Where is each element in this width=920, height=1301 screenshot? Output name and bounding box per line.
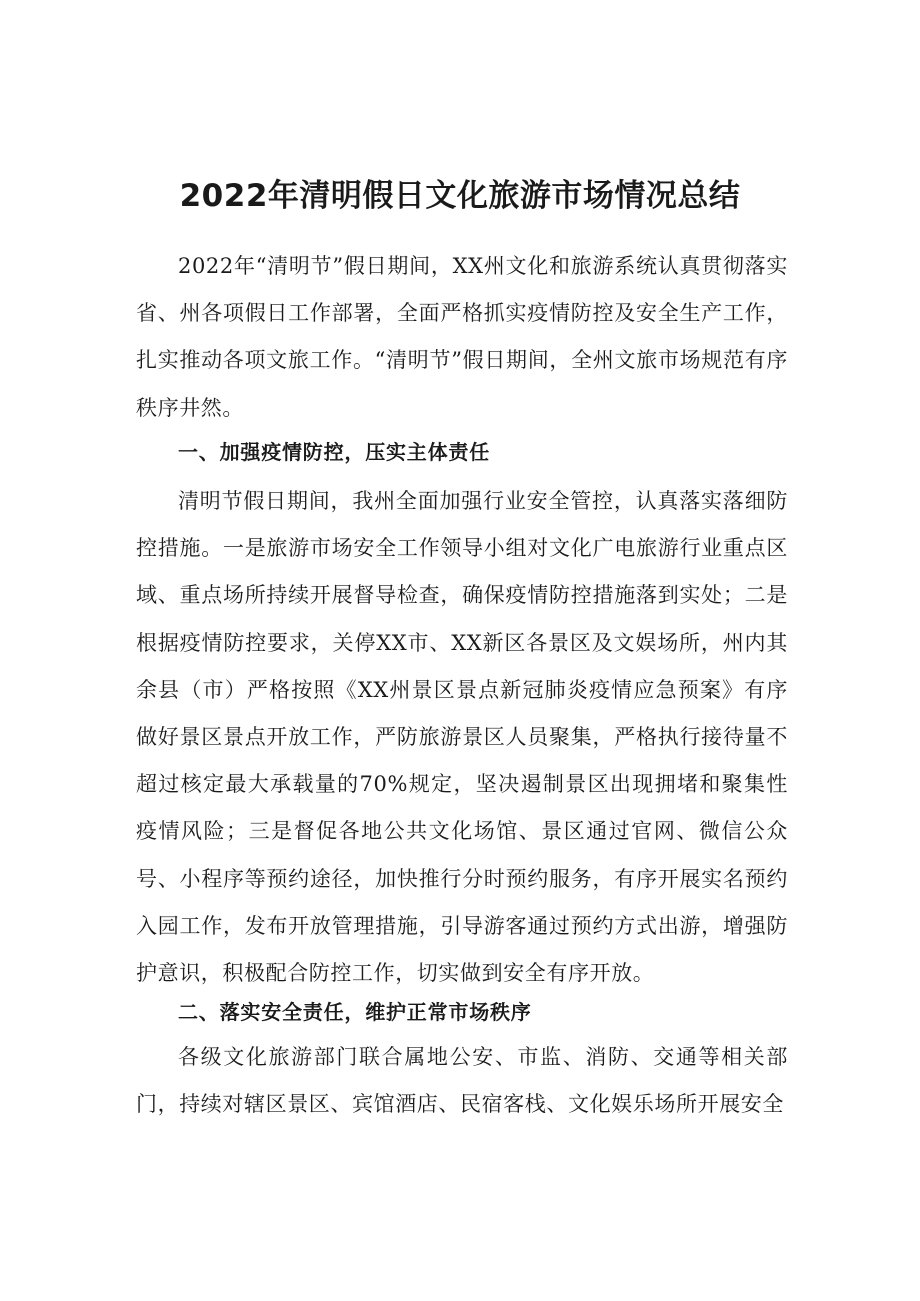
intro-paragraph: 2022年“清明节”假日期间，XX州文化和旅游系统认真贯彻落实省、州各项假日工作部署，全面严格抓实疫情防控及安全生产工作，扎实推动各项文旅工作。“清明节”假日期间，全州文旅市场规范有序秩序井然。 xyxy=(136,254,788,420)
section-2-paragraph: 各级文化旅游部门联合属地公安、市监、消防、交通等相关部门，持续对辖区景区、宾馆酒店、民宿客栈、文化娱乐场所开展安全 xyxy=(136,1045,788,1117)
section-heading-1: 一、加强疫情防控，压实主体责任 xyxy=(178,440,490,464)
section-heading-2: 二、落实安全责任，维护正常市场秩序 xyxy=(178,1000,532,1024)
document-title: 2022年清明假日文化旅游市场情况总结 xyxy=(179,178,741,214)
section-1-paragraph: 清明节假日期间，我州全面加强行业安全管控，认真落实落细防控措施。一是旅游市场安全工作领导小组对文化广电旅游行业重点区域、重点场所持续开展督导检查，确保疫情防控措施落到实处；二是根据疫情防控要求，关停XX市、XX新区各景区及文娱场所，州内其余县（市）严格按照《XX州景区景点新冠肺炎疫情应急预案》有序做好景区景点开放工作，严防旅游景区人员聚集，严格执行接待量不超过核定最大承载量的70%规定，坚决遏制景区出现拥堵和聚集性疫情风险；三是督促各地公共文化场馆、景区通过官网、微信公众号、小程序等预约途径，加快推行分时预约服务，有序开展实名预约入园工作，发布开放管理措施，引导游客通过预约方式出游，增强防护意识，积极配合防控工作，切实做到安全有序开放。 xyxy=(136,489,788,986)
